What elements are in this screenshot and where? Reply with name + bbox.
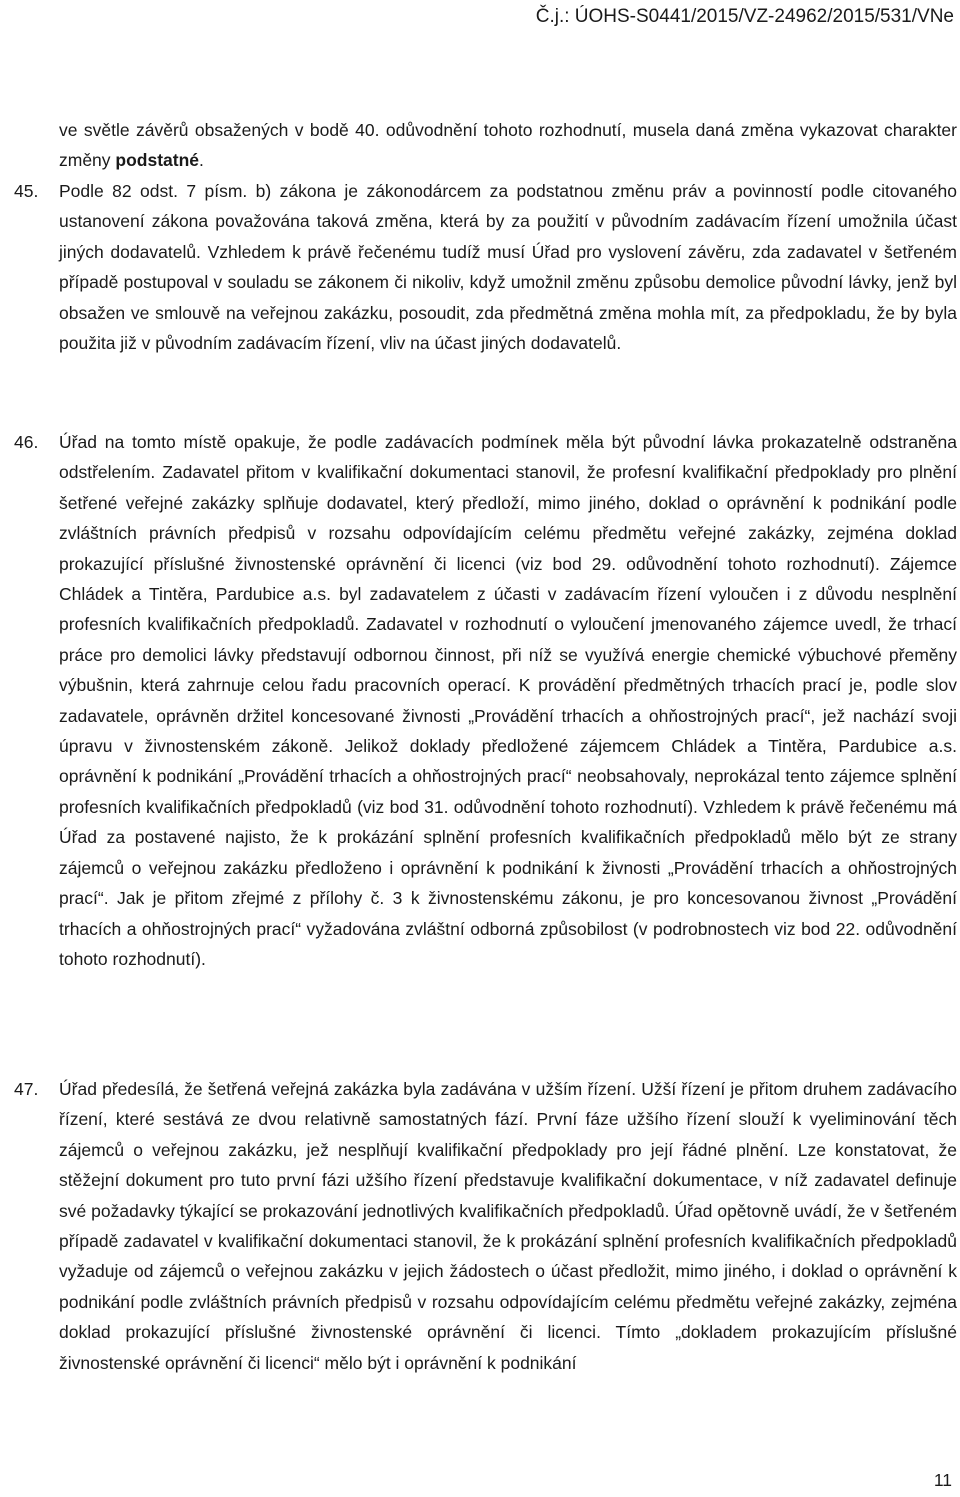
paragraph-text: ve světle závěrů obsažených v bodě 40. odůvodnění tohoto rozhodnutí, musela daná změna vykazovat charakter změny (59, 120, 957, 171)
paragraph-45: Podle 82 odst. 7 písm. b) zákona je zákonodárcem za podstatnou změnu práv a povinností podle citovaného ustanovení zákona považována taková změna, která by za použití v původním zadávacím řízení umožnila účast jiných dodavatelů. Vzhledem k právě řečenému tudíž musí Úřad pro vyslovení závěru, zda zadavatel v šetřeném případě postupoval v souladu se zákonem či nikoliv, když umožnil změnu způsobu demolice původní lávky, jenž byl obsažen ve smlouvě na veřejnou zakázku, posoudit, zda předmětná změna mohla mít, za předpokladu, že by byla použita již v původním zadávacím řízení, vliv na účast jiných dodavatelů. (59, 181, 957, 354)
paragraph-46: Úřad na tomto místě opakuje, že podle zadávacích podmínek měla být původní lávka prokazatelně odstraněna odstřelením. Zadavatel přitom v kvalifikační dokumentaci stanovil, že profesní kvalifikační předpoklady pro plnění šetřené veřejné zakázky splňuje dodavatel, který předloží, mimo jiného, doklad o oprávnění k podnikání podle zvláštních právních předpisů v rozsahu odpovídajícím celému předmětu veřejné zakázky, zejména doklad prokazující příslušné živnostenské oprávnění či licenci (viz bod 29. odůvodnění tohoto rozhodnutí). Zájemce Chládek a Tintěra, Pardubice a.s. byl zadavatelem z účasti v zadávacím řízení vyloučen i z důvodu nesplnění profesních kvalifikačních předpokladů. Zadavatel v rozhodnutí o vyloučení jmenovaného zájemce uvedl, že trhací práce pro demolici lávky představují odbornou činnost, při níž se využívá energie chemické výbuchové přeměny výbušnin, která zahrnuje celou řadu pracovních operací. K provádění předmětných trhacích prací je, podle slov zadavatele, oprávněn držitel koncesované živnosti „Provádění trhacích a ohňostrojných prací“, jež nachází svoji úpravu v živnostenském zákoně. Jelikož doklady předložené zájemcem Chládek a Tintěra, Pardubice a.s. oprávnění k podnikání „Provádění trhacích a ohňostrojných prací“ neobsahovaly, neprokázal tento zájemce splnění profesních kvalifikačních předpokladů (viz bod 31. odůvodnění tohoto rozhodnutí). Vzhledem k právě řečenému má Úřad za postavené najisto, že k prokázání splnění profesních kvalifikačních předpokladů mělo být ze strany zájemců o veřejnou zakázku předloženo i oprávnění k podnikání k živnosti „Provádění trhacích a ohňostrojných prací“. Jak je přitom zřejmé z přílohy č. 3 k živnostenskému zákonu, je pro koncesovanou živnost „Provádění trhacích a ohňostrojných prací“ vyžadována zvláštní odborná způsobilost (v podrobnostech viz bod 22. odůvodnění tohoto rozhodnutí). (59, 432, 957, 969)
paragraph-text-end: . (199, 150, 204, 171)
paragraph-number-47: 47. (14, 1079, 39, 1099)
page-header-reference: Č.j.: ÚOHS-S0441/2015/VZ-24962/2015/531/VNe (535, 6, 954, 27)
bold-term: podstatné (115, 150, 200, 171)
page-number: 11 (933, 1470, 952, 1490)
paragraph-number-46: 46. (14, 432, 39, 452)
paragraph-47: Úřad předesílá, že šetřená veřejná zakázka byla zadávána v užším řízení. Užší řízení je přitom druhem zadávacího řízení, které sestává ze dvou relativně samostatných fází. První fáze užšího řízení slouží k vyeliminování těch zájemců o veřejnou zakázku, jež nesplňují kvalifikační předpoklady pro její řádné plnění. Lze konstatovat, že stěžejní dokument pro tuto první fázi užšího řízení představuje kvalifikační dokumentace, v níž zadavatel definuje své požadavky týkající se prokazování jednotlivých kvalifikačních předpokladů. Úřad opětovně uvádí, že v šetřeném případě zadavatel v kvalifikační dokumentaci stanovil, že k prokázání splnění profesních kvalifikačních předpokladů vyžaduje od zájemců o veřejnou zakázku v jejich žádostech o účast předložit, mimo jiného, i doklad o oprávnění k podnikání podle zvláštních právních předpisů v rozsahu odpovídajícím celému předmětu veřejné zakázky, zejména doklad prokazující příslušné živnostenské oprávnění či licenci. Tímto „dokladem prokazujícím příslušné živnostenské oprávnění či licenci“ mělo být i oprávnění k podnikání (59, 1079, 957, 1373)
paragraph-continuation (59, 115, 957, 176)
paragraph-number-45: 45. (14, 181, 39, 201)
